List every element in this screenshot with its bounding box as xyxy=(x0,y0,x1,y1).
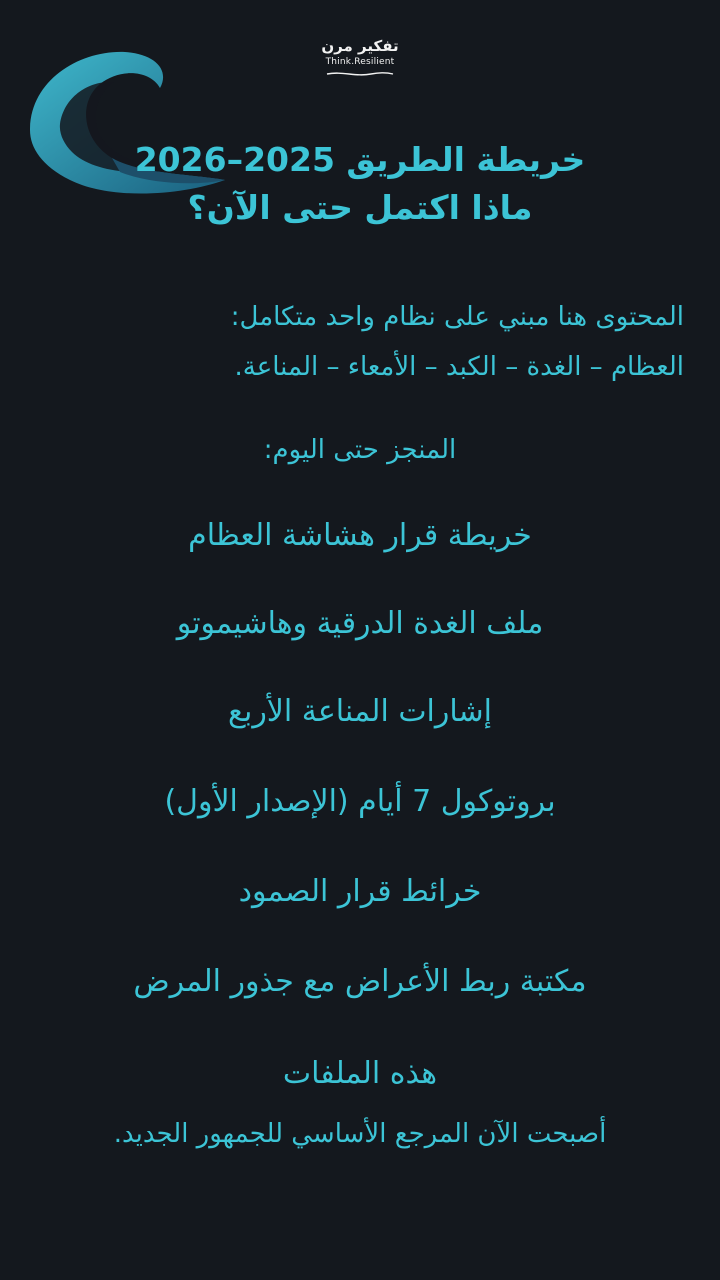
intro-line-1: المحتوى هنا مبني على نظام واحد متكامل: xyxy=(230,302,684,332)
brand-logo xyxy=(300,36,420,78)
brand-name-english: Think.Resilient xyxy=(325,57,395,67)
brand-name-arabic: تفكير مرن xyxy=(321,37,399,55)
list-item: هذه الملفات xyxy=(282,1056,438,1091)
list-item: ملف الغدة الدرقية وهاشيموتو xyxy=(176,606,544,641)
intro-line-2: العظام – الغدة – الكبد – الأمعاء – المناعة. xyxy=(234,352,684,382)
swoosh-icon xyxy=(325,70,395,78)
section-heading: المنجز حتى اليوم: xyxy=(263,435,457,465)
title-line-1: خريطة الطريق 2025–2026 xyxy=(134,140,586,179)
list-item: بروتوكول 7 أيام (الإصدار الأول) xyxy=(164,784,556,819)
intro-paragraph xyxy=(30,292,684,392)
page-title xyxy=(60,136,660,232)
list-item: مكتبة ربط الأعراض مع جذور المرض xyxy=(133,964,587,999)
list-item: خرائط قرار الصمود xyxy=(238,874,482,909)
list-item: إشارات المناعة الأربع xyxy=(228,694,492,729)
list-item: خريطة قرار هشاشة العظام xyxy=(188,518,532,553)
title-line-2: ماذا اكتمل حتى الآن؟ xyxy=(187,188,533,227)
closing-line: أصبحت الآن المرجع الأساسي للجمهور الجديد. xyxy=(113,1119,607,1149)
